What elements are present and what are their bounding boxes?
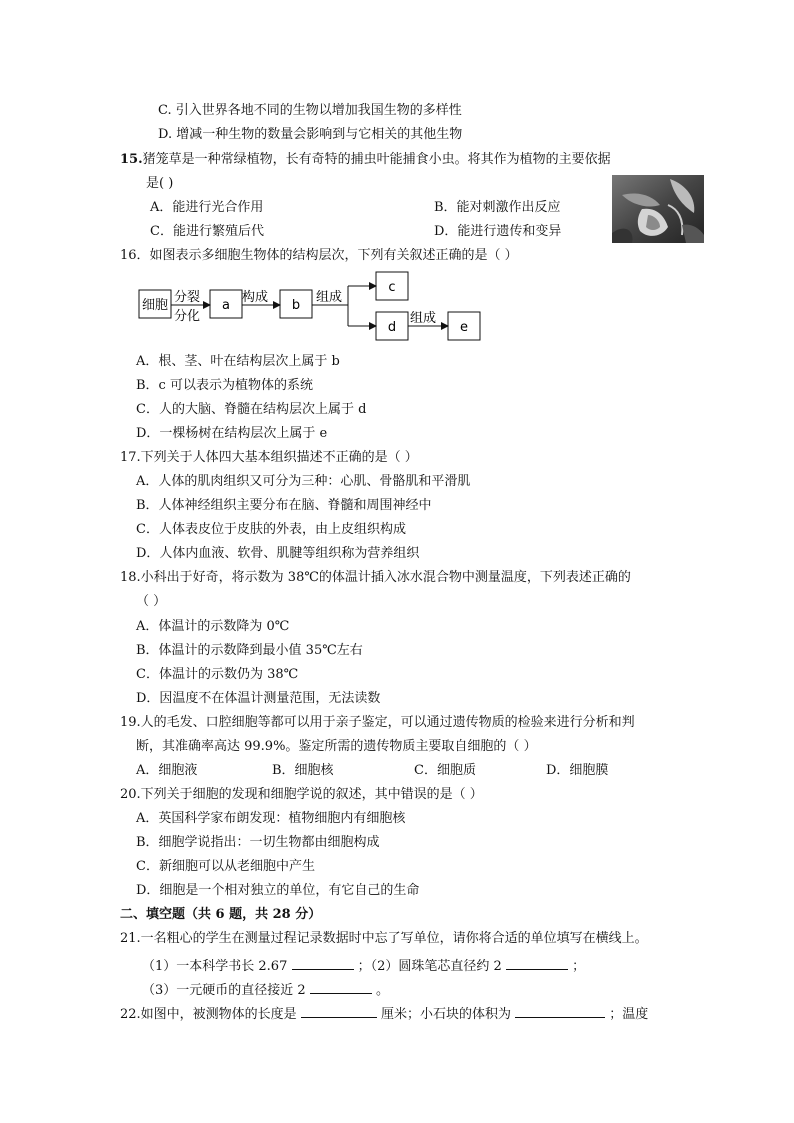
q19-stem-line1: 19.人的毛发、口腔细胞等都可以用于亲子鉴定，可以通过遗传物质的检验来进行分析和判 [120, 715, 635, 730]
q22-stem-a: 22.如图中，被测物体的长度是 [120, 1007, 297, 1022]
form-label: 构成 [242, 290, 269, 305]
q22-stem-c: ；温度 [609, 1007, 649, 1022]
box-d-label: d [387, 320, 397, 335]
q22-stem [120, 1003, 648, 1024]
box-e-label: e [460, 320, 468, 335]
divide-label: 分裂 [174, 290, 201, 305]
q18-option-b: B．体温计的示数降到最小值 35℃左右 [136, 643, 363, 658]
q17-stem: 17.下列关于人体四大基本组织描述不正确的是（ ） [120, 450, 418, 465]
q18-option-a: A．体温计的示数降为 0℃ [136, 619, 290, 634]
q15-stem-line1 [120, 151, 611, 169]
q21-blank-1[interactable] [292, 955, 354, 970]
box-a-label: a [222, 298, 230, 313]
box-c-label: c [388, 280, 396, 295]
q16-stem: 16．如图表示多细胞生物体的结构层次，下列有关叙述正确的是（ ） [120, 248, 518, 263]
q14-option-d: D. 增减一种生物的数量会影响到与它相关的其他生物 [158, 127, 463, 142]
q20-option-b: B．细胞学说指出：一切生物都由细胞构成 [136, 835, 380, 850]
q21-end-3: 。 [375, 983, 389, 998]
q16-option-a: A．根、茎、叶在结构层次上属于 b [136, 354, 340, 369]
q21-line2 [142, 979, 389, 1000]
q19-option-d: D．细胞膜 [546, 763, 609, 778]
differentiate-label: 分化 [174, 309, 201, 324]
q20-option-a: A．英国科学家布朗发现：植物细胞内有细胞核 [136, 811, 406, 826]
q18-option-c: C．体温计的示数仍为 38℃ [136, 667, 299, 682]
cell-label: 细胞 [141, 298, 169, 313]
compose-label-1: 组成 [316, 290, 343, 305]
q19-stem-line2: 断，其准确率高达 99.9%。鉴定所需的遗传物质主要取自细胞的（ ） [136, 739, 537, 754]
q17-option-c: C．人体表皮位于皮肤的外表，由上皮组织构成 [136, 522, 406, 537]
q17-option-b: B．人体神经组织主要分布在脑、脊髓和周围神经中 [136, 498, 432, 513]
q21-part1: （1）一本科学书长 2.67 [142, 959, 288, 974]
q17-option-d: D．人体内血液、软骨、肌腱等组织称为营养组织 [136, 546, 420, 561]
q21-blank-3[interactable] [310, 979, 372, 994]
q21-line1 [142, 955, 585, 976]
q14-option-c: C. 引入世界各地不同的生物以增加我国生物的多样性 [158, 103, 462, 118]
q17-option-a: A．人体的肌肉组织又可分为三种：心肌、骨骼肌和平滑肌 [136, 474, 471, 489]
q20-stem: 20.下列关于细胞的发现和细胞学说的叙述，其中错误的是（ ） [120, 787, 483, 802]
section-2-title: 二、填空题（共 6 题，共 28 分） [120, 907, 322, 922]
q19-option-a: A．细胞液 [136, 763, 198, 778]
structure-hierarchy-diagram [138, 268, 488, 344]
q22-stem-b: 厘米；小石块的体积为 [380, 1007, 511, 1022]
q15-stem-text: 猪笼草是一种常绿植物，长有奇特的捕虫叶能捕食小虫。将其作为植物的主要依据 [142, 152, 611, 167]
q21-part3: （3）一元硬币的直径接近 2 [142, 983, 306, 998]
q21-blank-2[interactable] [506, 955, 568, 970]
q16-option-b: B．c 可以表示为植物体的系统 [136, 378, 313, 393]
q15-option-b: B．能对刺激作出反应 [434, 200, 561, 215]
q19-option-c: C．细胞质 [414, 763, 476, 778]
pitcher-plant-photo [612, 175, 704, 243]
compose-label-2: 组成 [410, 311, 437, 326]
q21-separator: ；（2）圆珠笔芯直径约 2 [357, 959, 502, 974]
q20-option-d: D．细胞是一个相对独立的单位，有它自己的生命 [136, 883, 420, 898]
q21-stem: 21.一名粗心的学生在测量过程记录数据时中忘了写单位，请你将合适的单位填写在横线上。 [120, 931, 648, 946]
q16-option-c: C．人的大脑、脊髓在结构层次上属于 d [136, 402, 367, 417]
q15-option-d: D．能进行遗传和变异 [434, 224, 562, 239]
q18-stem-line1: 18.小科出于好奇，将示数为 38℃的体温计插入冰水混合物中测量温度，下列表述正确的 [120, 570, 631, 585]
q15-option-c: C．能进行繁殖后代 [150, 224, 264, 239]
q15-option-a: A．能进行光合作用 [150, 200, 264, 215]
q15-number: 15. [120, 152, 143, 167]
q16-option-d: D．一棵杨树在结构层次上属于 e [136, 426, 328, 441]
q22-blank-volume[interactable] [515, 1003, 605, 1018]
q18-option-d: D．因温度不在体温计测量范围，无法读数 [136, 691, 381, 706]
box-b-label: b [291, 298, 301, 313]
q18-stem-line2: （ ） [136, 594, 167, 609]
q21-end-1: ； [572, 959, 586, 974]
q19-option-b: B．细胞核 [272, 763, 334, 778]
q22-blank-length[interactable] [301, 1003, 377, 1018]
q20-option-c: C．新细胞可以从老细胞中产生 [136, 859, 315, 874]
q15-stem-line2: 是( ) [146, 176, 174, 191]
